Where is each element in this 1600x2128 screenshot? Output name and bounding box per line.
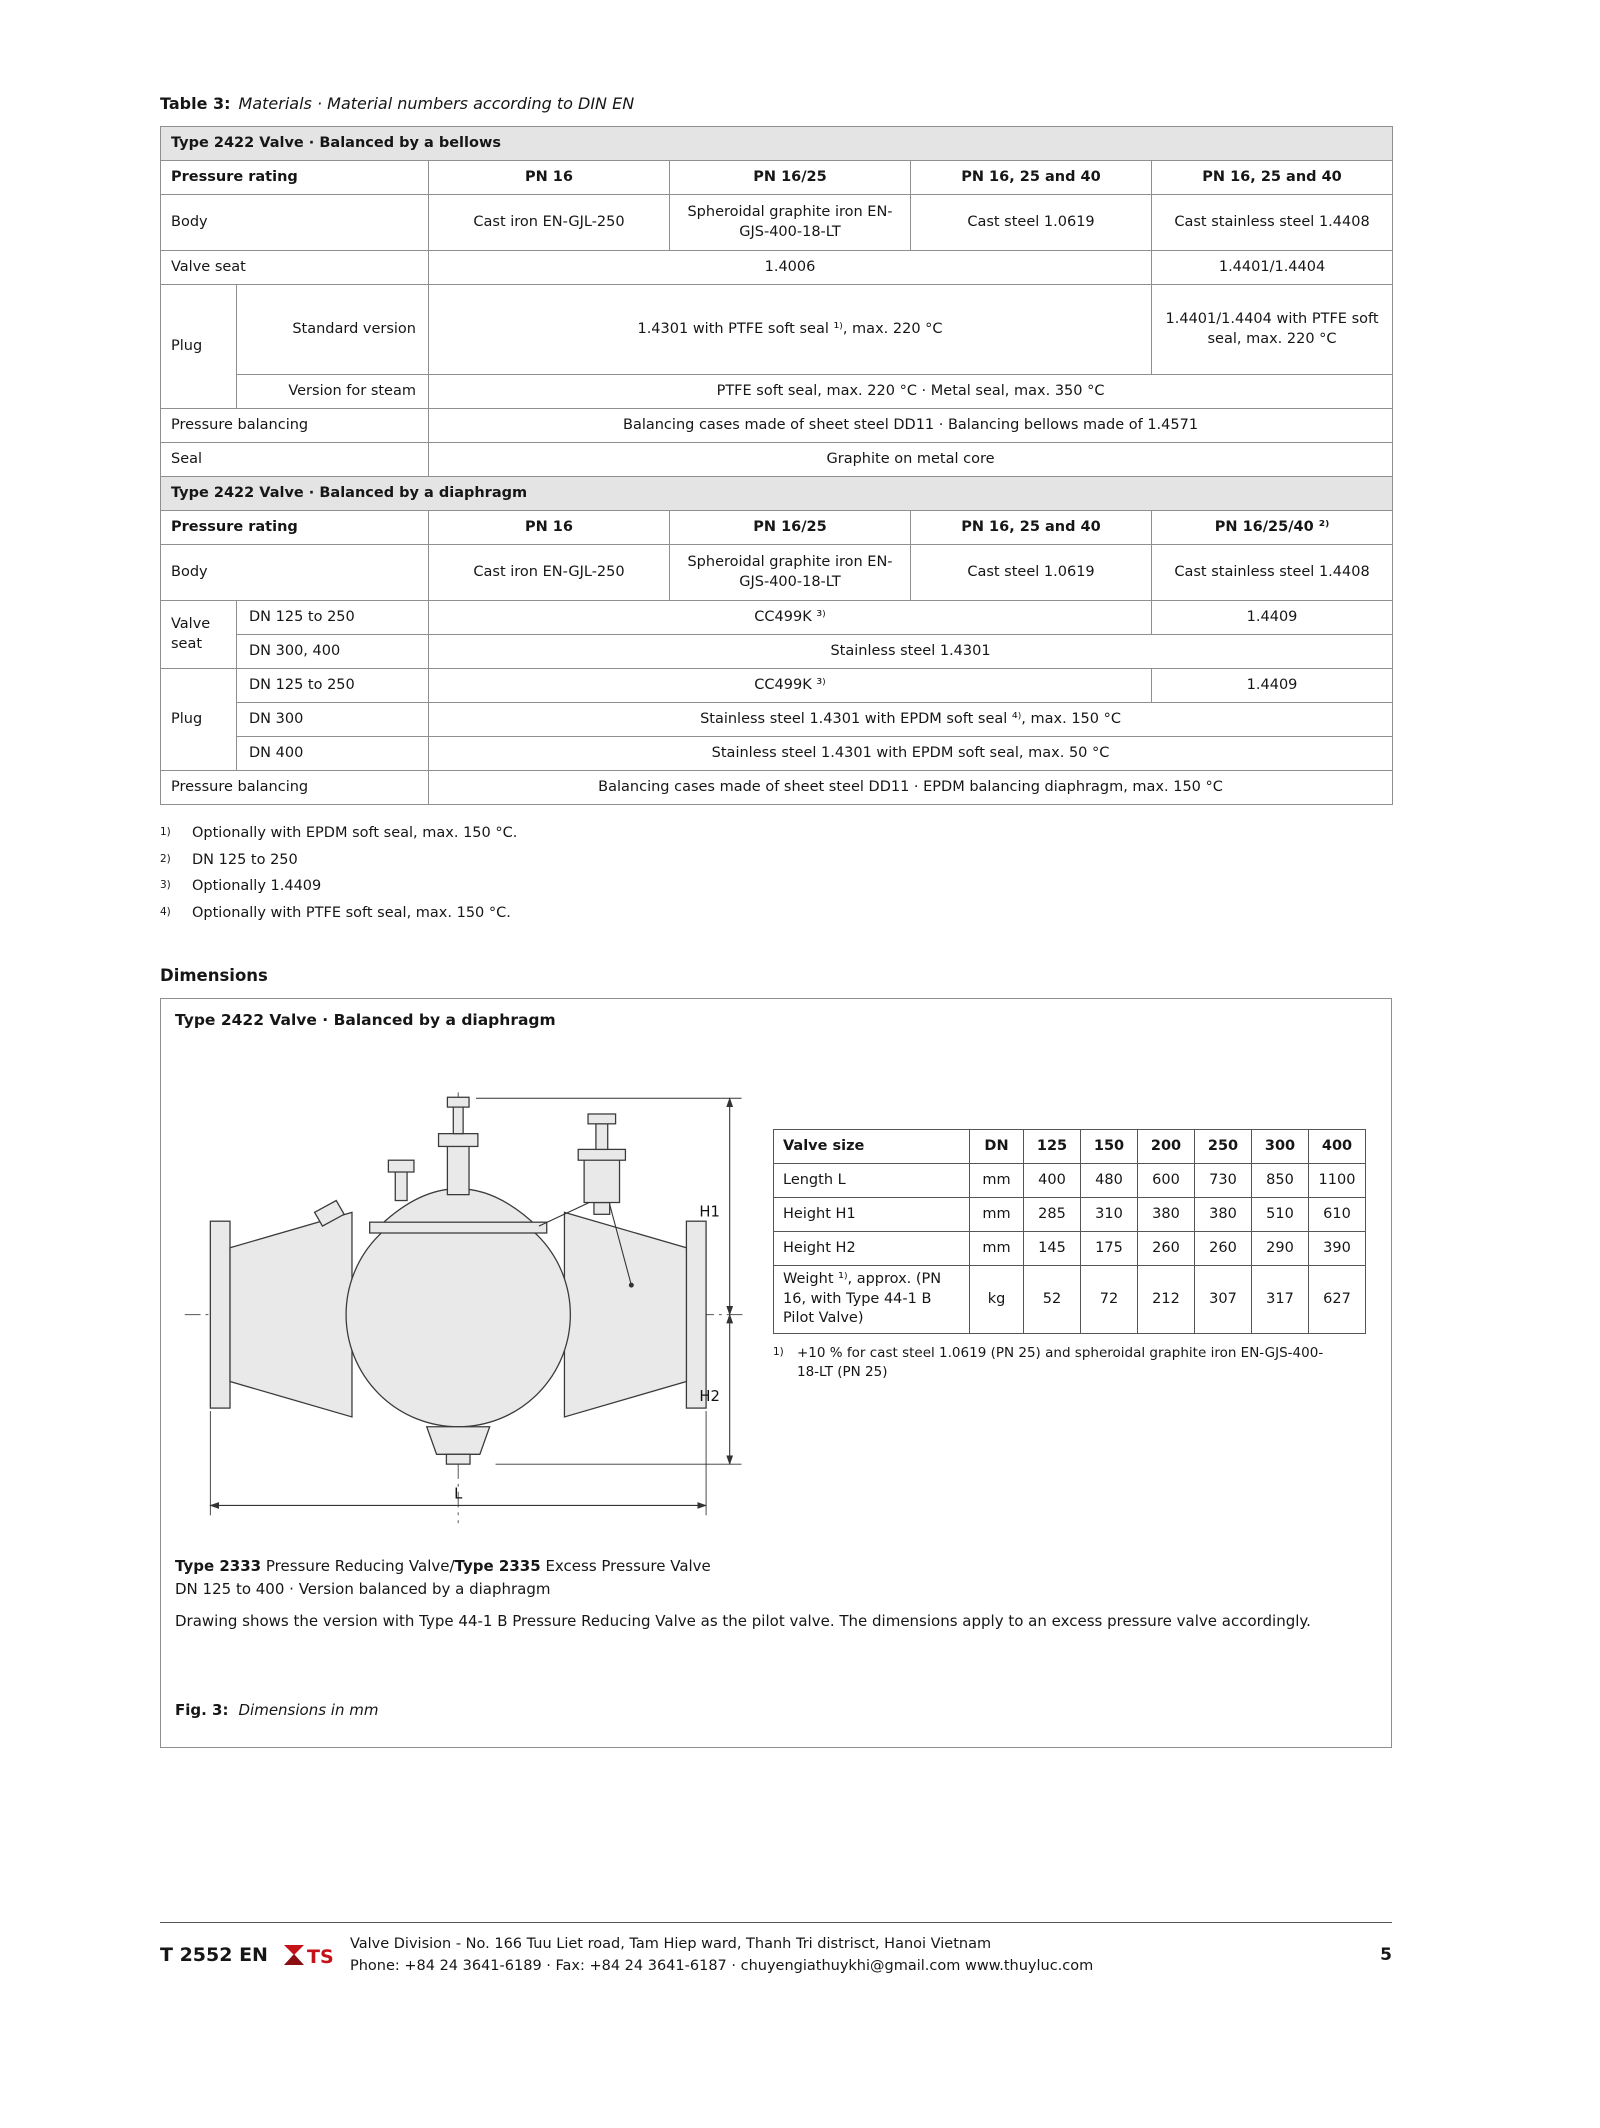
column-header: DN	[970, 1130, 1024, 1164]
type-caption-line	[175, 1555, 1370, 1578]
footnote-text: DN 125 to 250	[192, 851, 298, 868]
table-cell: CC499K ³⁾	[429, 601, 1152, 635]
table-cell: 1.4006	[429, 251, 1152, 285]
table-row	[161, 409, 1393, 443]
dimensions-table-footnote	[773, 1344, 1333, 1382]
footnotes-list	[160, 824, 517, 930]
table-row	[161, 375, 1393, 409]
table-cell: 730	[1195, 1164, 1252, 1198]
table-cell: PN 16, 25 and 40	[911, 511, 1152, 545]
table-row	[161, 737, 1393, 771]
table-cell: Cast steel 1.0619	[911, 545, 1152, 601]
table-row	[161, 195, 1393, 251]
table-row	[161, 771, 1393, 805]
row-label: Valve seat	[161, 251, 429, 285]
vent-fitting	[395, 1171, 407, 1201]
row-label: Pressure rating	[161, 511, 429, 545]
column-header: 250	[1195, 1130, 1252, 1164]
stem-cap	[447, 1097, 469, 1107]
row-label: Body	[161, 195, 429, 251]
document-number: T 2552 EN	[160, 1944, 268, 1967]
valve-body-center	[346, 1203, 570, 1427]
row-sublabel: DN 125 to 250	[237, 669, 429, 703]
table-cell: PN 16	[429, 511, 670, 545]
table-cell: 145	[1024, 1232, 1081, 1266]
row-sublabel: DN 125 to 250	[237, 601, 429, 635]
footnote	[160, 904, 517, 924]
dimensions-heading: Dimensions	[160, 966, 268, 985]
table-cell: 850	[1252, 1164, 1309, 1198]
table-cell: 290	[1252, 1232, 1309, 1266]
table-cell: 52	[1024, 1266, 1081, 1334]
dimension-label-h1: H1	[699, 1203, 720, 1221]
table-cell: PN 16, 25 and 40	[1152, 161, 1393, 195]
table-cell: PN 16/25	[670, 161, 911, 195]
pilot-valve-flange	[578, 1149, 625, 1160]
table-cell: 72	[1081, 1266, 1138, 1334]
table-cell: 610	[1309, 1198, 1366, 1232]
table-cell: 212	[1138, 1266, 1195, 1334]
table-cell: PN 16/25/40 ²⁾	[1152, 511, 1393, 545]
table-cell: 510	[1252, 1198, 1309, 1232]
table-cell: CC499K ³⁾	[429, 669, 1152, 703]
dimensions-box	[160, 998, 1392, 1748]
row-sublabel: DN 300, 400	[237, 635, 429, 669]
table-cell: 175	[1081, 1232, 1138, 1266]
dimensions-box-title: Type 2422 Valve · Balanced by a diaphragm	[175, 1011, 556, 1029]
table-cell: 600	[1138, 1164, 1195, 1198]
table-cell: 1.4401/1.4404 with PTFE soft seal, max. 220 °C	[1152, 285, 1393, 375]
footnote-marker: 4)	[160, 905, 171, 918]
figure-label: Fig. 3:	[175, 1701, 229, 1719]
section-header-diaphragm	[161, 477, 1393, 511]
column-header: 125	[1024, 1130, 1081, 1164]
row-label: Height H1	[774, 1198, 970, 1232]
footnote-marker: 3)	[160, 879, 171, 892]
table-cell: 1.4409	[1152, 601, 1393, 635]
table-header-row	[774, 1130, 1366, 1164]
table-row	[161, 443, 1393, 477]
row-sublabel: Standard version	[237, 285, 429, 375]
table-cell: PN 16, 25 and 40	[911, 161, 1152, 195]
footnote-marker: 2)	[160, 852, 171, 865]
table-cell: 307	[1195, 1266, 1252, 1334]
table-row	[774, 1164, 1366, 1198]
table-row	[161, 601, 1393, 635]
vent-fitting-cap	[388, 1160, 414, 1172]
table-row	[161, 161, 1393, 195]
row-label: Plug	[161, 285, 237, 409]
table-row	[774, 1232, 1366, 1266]
row-sublabel: DN 400	[237, 737, 429, 771]
dn-range-line: DN 125 to 400 · Version balanced by a diaphragm	[175, 1579, 551, 1598]
table-cell: Spheroidal graphite iron EN-GJS-400-18-LT	[670, 195, 911, 251]
row-label: Body	[161, 545, 429, 601]
section-title: Type 2422 Valve · Balanced by a diaphragm	[161, 477, 1393, 511]
table-row	[161, 545, 1393, 601]
bottom-plug-cap	[446, 1454, 470, 1464]
leader-dot	[629, 1283, 634, 1288]
table-cell: 310	[1081, 1198, 1138, 1232]
company-address	[350, 1933, 1093, 1978]
pilot-valve-cap	[588, 1114, 616, 1124]
unit-cell: mm	[970, 1164, 1024, 1198]
stem-flange	[439, 1134, 478, 1147]
table-cell: 260	[1138, 1232, 1195, 1266]
table-cell: 1100	[1309, 1164, 1366, 1198]
row-label: Height H2	[774, 1232, 970, 1266]
table-row	[161, 251, 1393, 285]
row-label-line: seat	[171, 635, 203, 652]
footnote	[160, 824, 517, 844]
page-number: 5	[1380, 1945, 1392, 1966]
bottom-plug	[427, 1427, 490, 1455]
caption-text: Excess Pressure Valve	[540, 1557, 711, 1575]
unit-cell: mm	[970, 1198, 1024, 1232]
type-2335-label: Type 2335	[454, 1557, 541, 1575]
valve-body-left	[230, 1212, 352, 1417]
valve-body-right	[564, 1212, 686, 1417]
dimension-label-l: L	[454, 1485, 463, 1503]
table-cell: Cast iron EN-GJL-250	[429, 545, 670, 601]
table-cell: Cast iron EN-GJL-250	[429, 195, 670, 251]
unit-cell: mm	[970, 1232, 1024, 1266]
footnote-marker: 1)	[160, 826, 171, 838]
table-cell: Stainless steel 1.4301 with EPDM soft seal ⁴⁾, max. 150 °C	[429, 703, 1393, 737]
vts-logo-icon	[282, 1940, 336, 1970]
table-cell: Cast steel 1.0619	[911, 195, 1152, 251]
row-sublabel: DN 300	[237, 703, 429, 737]
column-header: Valve size	[774, 1130, 970, 1164]
table-cell: PTFE soft seal, max. 220 °C · Metal seal, max. 350 °C	[429, 375, 1393, 409]
table-cell: Stainless steel 1.4301	[429, 635, 1393, 669]
table-row	[161, 285, 1393, 375]
drawing-note: Drawing shows the version with Type 44-1 B Pressure Reducing Valve as the pilot valve. The dimensions apply to an excess pressure valve accordingly.	[175, 1612, 1311, 1630]
table-cell: 260	[1195, 1232, 1252, 1266]
footnote	[160, 851, 517, 871]
table3-label: Table 3:	[160, 94, 231, 113]
caption-text: Pressure Reducing Valve/	[261, 1557, 455, 1575]
row-label: Seal	[161, 443, 429, 477]
table-cell: PN 16/25	[670, 511, 911, 545]
dimensions-table	[773, 1129, 1366, 1334]
row-label: Pressure balancing	[161, 409, 429, 443]
page-footer	[160, 1922, 1392, 1978]
drawing-caption	[175, 1555, 1370, 1633]
type-2333-label: Type 2333	[175, 1557, 262, 1575]
column-header: 200	[1138, 1130, 1195, 1164]
row-label: Plug	[161, 669, 237, 771]
address-line: Valve Division - No. 166 Tuu Liet road, Tam Hiep ward, Thanh Tri distrisct, Hanoi Vietnam	[349, 1936, 992, 1952]
stem-housing	[447, 1145, 469, 1194]
valve-drawing	[171, 1043, 771, 1543]
table-row	[774, 1266, 1366, 1334]
footnote-text: Optionally with EPDM soft seal, max. 150 °C.	[192, 825, 518, 841]
table-row	[161, 635, 1393, 669]
footnote-text: +10 % for cast steel 1.0619 (PN 25) and spheroidal graphite iron EN-GJS-400-18-LT (PN 25)	[797, 1344, 1324, 1380]
table-cell: 480	[1081, 1164, 1138, 1198]
table-cell: Graphite on metal core	[429, 443, 1393, 477]
pilot-valve-stem	[596, 1124, 608, 1150]
row-label: Pressure rating	[161, 161, 429, 195]
svg-text:TS: TS	[306, 1946, 334, 1969]
table-cell: 627	[1309, 1266, 1366, 1334]
table-cell: 1.4409	[1152, 669, 1393, 703]
column-header: 150	[1081, 1130, 1138, 1164]
row-label: Pressure balancing	[161, 771, 429, 805]
row-label: Length L	[774, 1164, 970, 1198]
row-label	[161, 601, 237, 669]
table-cell: 390	[1309, 1232, 1366, 1266]
table-cell: 317	[1252, 1266, 1309, 1334]
footnote-marker: 1)	[773, 1345, 784, 1358]
contact-line: Phone: +84 24 3641-6189 · Fax: +84 24 3641-6187 · chuyengiathuykhi@gmail.com www.thuyluc.com	[349, 1958, 1094, 1975]
pilot-valve-body	[584, 1159, 619, 1202]
table-cell: 285	[1024, 1198, 1081, 1232]
materials-table	[160, 126, 1393, 805]
figure-caption	[175, 1701, 378, 1719]
table-row	[161, 511, 1393, 545]
section-header-bellows	[161, 127, 1393, 161]
pilot-base	[594, 1203, 610, 1215]
table-row	[161, 703, 1393, 737]
row-label-line: Valve	[171, 616, 211, 633]
left-flange	[210, 1221, 230, 1408]
table-row	[161, 669, 1393, 703]
figure-title: Dimensions in mm	[238, 1701, 379, 1719]
row-sublabel: Version for steam	[237, 375, 429, 409]
table3-caption	[160, 94, 634, 113]
table-cell: 400	[1024, 1164, 1081, 1198]
column-header: 400	[1309, 1130, 1366, 1164]
table-cell: Balancing cases made of sheet steel DD11 · EPDM balancing diaphragm, max. 150 °C	[429, 771, 1393, 805]
footnote-text: Optionally with PTFE soft seal, max. 150 °C.	[192, 904, 511, 921]
table-cell: Stainless steel 1.4301 with EPDM soft seal, max. 50 °C	[429, 737, 1393, 771]
table-cell: Cast stainless steel 1.4408	[1152, 195, 1393, 251]
footnote-text: Optionally 1.4409	[192, 878, 322, 895]
row-label: Weight ¹⁾, approx. (PN 16, with Type 44-1 B Pilot Valve)	[774, 1266, 970, 1334]
table-cell: 380	[1195, 1198, 1252, 1232]
stem	[453, 1106, 463, 1134]
table-cell: PN 16	[429, 161, 670, 195]
table-cell: Cast stainless steel 1.4408	[1152, 545, 1393, 601]
footnote	[160, 877, 517, 897]
table-cell: 1.4301 with PTFE soft seal ¹⁾, max. 220 °C	[429, 285, 1152, 375]
table-row	[774, 1198, 1366, 1232]
table-cell: 380	[1138, 1198, 1195, 1232]
dimension-label-h2: H2	[699, 1388, 720, 1406]
unit-cell: kg	[970, 1266, 1024, 1334]
dimensions-table-wrap	[773, 1129, 1378, 1388]
table-cell: Balancing cases made of sheet steel DD11 · Balancing bellows made of 1.4571	[429, 409, 1393, 443]
table3-title: Materials · Material numbers according to DIN EN	[238, 94, 635, 113]
column-header: 300	[1252, 1130, 1309, 1164]
table-cell: 1.4401/1.4404	[1152, 251, 1393, 285]
table-cell: Spheroidal graphite iron EN-GJS-400-18-LT	[670, 545, 911, 601]
section-title: Type 2422 Valve · Balanced by a bellows	[161, 127, 1393, 161]
right-flange	[686, 1221, 706, 1408]
bonnet-flange	[370, 1222, 547, 1233]
